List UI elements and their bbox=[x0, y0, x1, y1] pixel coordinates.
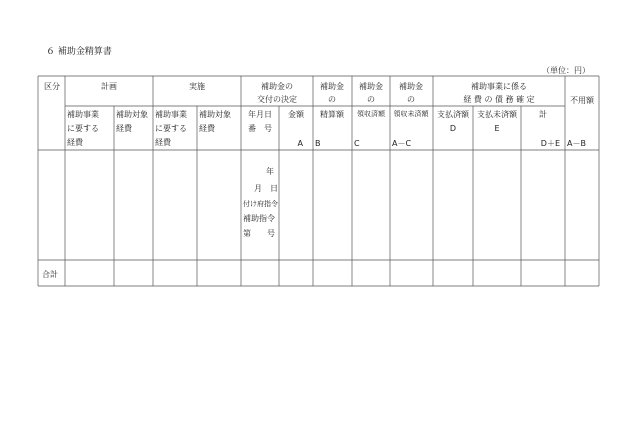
header-kakutei-line2: 経 費 の 債 務 確 定 bbox=[463, 95, 535, 104]
header-keikaku: 計画 bbox=[101, 82, 117, 91]
header-kofu-line1: 補助金の bbox=[261, 82, 293, 91]
mark-c: C bbox=[354, 139, 360, 148]
mark-ab: A－B bbox=[567, 139, 586, 148]
unit-label: （単位：円） bbox=[542, 66, 590, 75]
header-kakutei-line1: 補助事業に係る bbox=[471, 82, 527, 91]
body-tsuki-hi: 月 日 bbox=[254, 184, 278, 193]
body-dai-go: 第 号 bbox=[243, 229, 275, 238]
bango-label: 番 号 bbox=[248, 124, 272, 133]
header-ryoshu-line1: 補助金 bbox=[359, 82, 383, 91]
mark-a: A bbox=[297, 139, 303, 148]
mark-ac: A－C bbox=[392, 139, 412, 148]
jisshi-jigyo-line2: に要する bbox=[155, 124, 187, 133]
miryoshu-label: 領収未済額 bbox=[393, 110, 429, 118]
ryoshuzumi-label: 領収済額 bbox=[357, 110, 385, 118]
header-jisshi: 実施 bbox=[189, 82, 205, 91]
document-title: ６ 補助金精算書 bbox=[46, 47, 112, 57]
keikaku-jigyo-line1: 補助事業 bbox=[67, 110, 99, 119]
total-label: 合計 bbox=[42, 270, 58, 279]
keikaku-taisho-line1: 補助対象 bbox=[116, 110, 148, 119]
header-kofu-line2: 交付の決定 bbox=[257, 95, 297, 104]
jisshi-jigyo-line3: 経費 bbox=[155, 138, 171, 147]
kingaku-label: 金額 bbox=[288, 110, 304, 119]
body-shirei: 補助指令 bbox=[243, 214, 275, 223]
body-nen: 年 bbox=[266, 167, 274, 176]
header-miryoshu-line2: の bbox=[407, 95, 415, 104]
jisshi-taisho-line2: 経費 bbox=[199, 124, 215, 133]
keikaku-taisho-line2: 経費 bbox=[116, 124, 132, 133]
seisangaku-label: 精算額 bbox=[320, 110, 344, 119]
keikaku-jigyo-line2: に要する bbox=[67, 124, 99, 133]
nengappi-label: 年月日 bbox=[248, 110, 272, 119]
mark-b: B bbox=[315, 139, 321, 148]
mark-e: E bbox=[494, 124, 500, 133]
kei-label: 計 bbox=[539, 110, 547, 119]
jisshi-taisho-line1: 補助対象 bbox=[199, 110, 231, 119]
header-miryoshu-line1: 補助金 bbox=[399, 82, 423, 91]
header-fuyou: 不用額 bbox=[570, 96, 594, 105]
mark-d: D bbox=[449, 124, 457, 133]
header-seisan-line2: の bbox=[328, 95, 336, 104]
shiharaimi-label: 支払未済額 bbox=[477, 110, 517, 119]
header-kubun: 区分 bbox=[44, 82, 60, 91]
keikaku-jigyo-line3: 経費 bbox=[67, 138, 83, 147]
shiharaizumi-label: 支払済額 bbox=[437, 110, 469, 119]
jisshi-jigyo-line1: 補助事業 bbox=[155, 110, 187, 119]
body-fuke: 付け府指令 bbox=[243, 200, 278, 208]
header-ryoshu-line2: の bbox=[367, 95, 375, 104]
mark-de: D＋E bbox=[540, 139, 560, 148]
header-seisan-line1: 補助金 bbox=[320, 82, 344, 91]
